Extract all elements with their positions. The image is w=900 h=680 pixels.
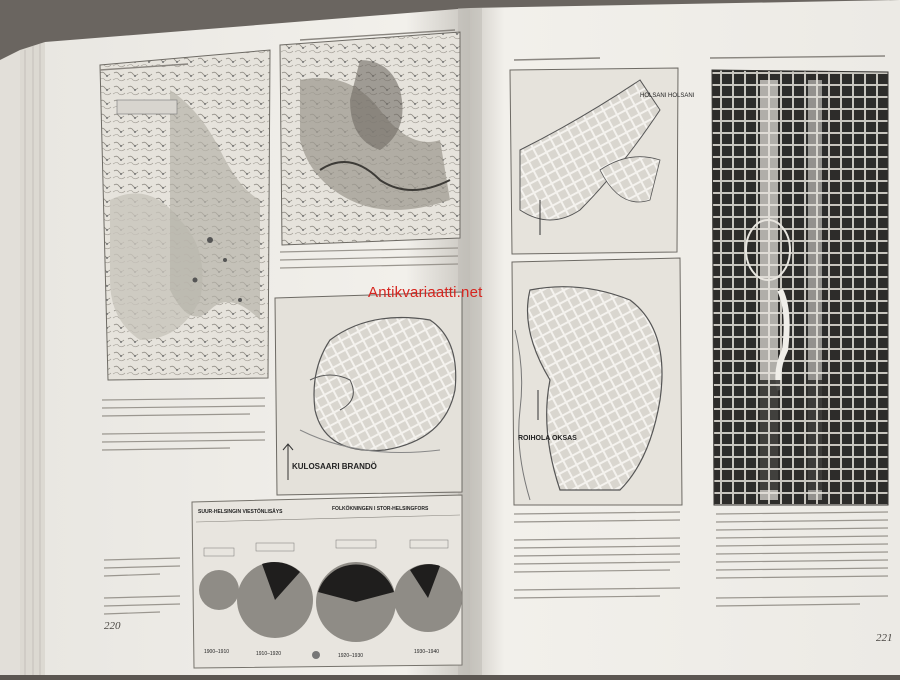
pie-year-1: 1900–1910 [204, 649, 230, 655]
city-center-plan [712, 70, 888, 505]
archipelago-map [100, 50, 270, 380]
pie-year-2: 1910–1920 [256, 651, 282, 657]
page-edge-stack [0, 50, 20, 675]
plan-label-bottom: ROIHOLA OKSAS [518, 435, 577, 442]
right-page-number: 221 [876, 632, 893, 644]
map-label-kulosaari: KULOSAARI BRANDÖ [292, 462, 377, 471]
plan-label-top: HOLSANI HOLSANI [640, 93, 695, 99]
left-page-number: 220 [104, 620, 121, 632]
chart-title-left: SUUR-HELSINGIN VIESTÖNLISÄYS [198, 509, 283, 515]
population-pie-chart-plate [192, 495, 462, 668]
city-overview-map [280, 32, 460, 245]
pie-1900-1910 [199, 570, 239, 610]
pie-year-4: 1930–1940 [414, 649, 440, 655]
chart-title-right: FOLKÖKNINGEN I STOR-HELSINGFORS [332, 506, 429, 512]
pie-year-3: 1920–1930 [338, 653, 364, 659]
watermark: Antikvariaatti.net [368, 284, 483, 301]
roihola-plan [512, 258, 682, 505]
